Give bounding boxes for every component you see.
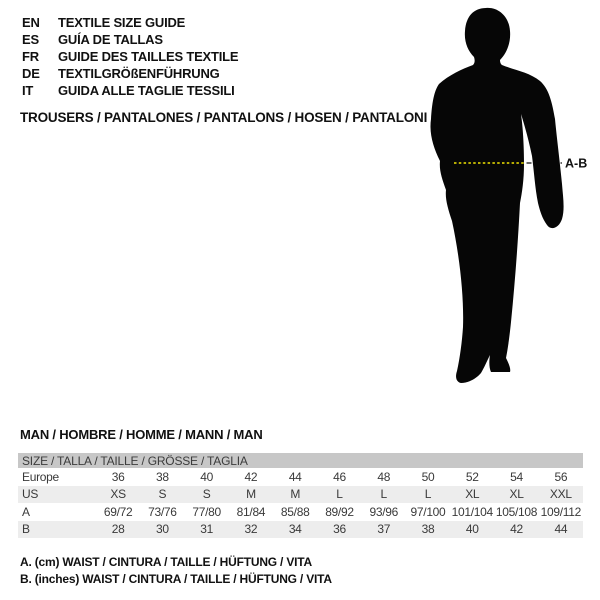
size-cell: 42 — [510, 522, 523, 537]
size-cell: 46 — [333, 469, 346, 484]
size-table-row-a — [18, 503, 583, 521]
lang-row-es — [22, 31, 238, 48]
size-cell: 101/104 — [451, 504, 493, 519]
man-silhouette-path — [430, 8, 563, 383]
size-cell: 44 — [554, 522, 568, 537]
size-cell: 109/112 — [540, 504, 582, 519]
size-cell: 69/72 — [103, 504, 133, 519]
size-row-label: Europe — [22, 469, 59, 484]
size-table-row-us — [18, 486, 583, 504]
size-cell: 37 — [377, 522, 391, 537]
gender-heading: MAN / HOMBRE / HOMME / MANN / MAN — [20, 427, 263, 442]
lang-code: FR — [22, 49, 39, 64]
size-cell: L — [336, 487, 343, 502]
lang-label: TEXTILE SIZE GUIDE — [58, 15, 186, 30]
size-cell: 38 — [156, 469, 169, 484]
lang-row-fr — [22, 48, 238, 65]
size-cell: 81/84 — [236, 504, 266, 519]
size-cell: L — [424, 487, 432, 502]
size-table-header-row — [18, 453, 583, 468]
size-cell: 36 — [111, 469, 125, 484]
size-cell: 73/76 — [148, 504, 177, 519]
lang-row-it — [22, 82, 238, 99]
size-cell: XL — [465, 487, 480, 502]
lang-row-en — [22, 14, 238, 31]
size-cell: 89/92 — [325, 504, 354, 519]
size-cell: 93/96 — [369, 504, 398, 519]
man-silhouette-svg — [400, 0, 600, 400]
size-cell: XXL — [549, 487, 572, 502]
waist-measure-label: A-B — [565, 156, 588, 171]
size-cell: 85/88 — [280, 504, 310, 519]
size-table-header-label: SIZE / TALLA / TAILLE / GRÖSSE / TAGLIA — [22, 453, 248, 468]
size-cell: 105/108 — [495, 504, 538, 519]
size-cell: XS — [110, 487, 126, 502]
size-cell: 56 — [554, 469, 568, 484]
lang-code: IT — [22, 83, 34, 98]
lang-code: DE — [22, 66, 40, 81]
size-cell: 42 — [244, 469, 258, 484]
lang-code: ES — [22, 32, 39, 47]
size-cell: XL — [509, 487, 524, 502]
size-cell: 31 — [200, 522, 214, 537]
size-cell: 40 — [200, 469, 214, 484]
size-table — [18, 453, 583, 538]
size-cell: 38 — [421, 522, 435, 537]
size-row-label: A — [22, 504, 30, 519]
lang-label: GUIDA ALLE TAGLIE TESSILI — [58, 83, 235, 98]
size-cell: 97/100 — [410, 504, 446, 519]
garment-heading: TROUSERS / PANTALONES / PANTALONS / HOSEN / PANTALONI — [20, 110, 428, 125]
size-row-label: US — [22, 487, 39, 502]
size-cell: 36 — [333, 522, 346, 537]
footnotes — [20, 554, 332, 588]
size-cell: 30 — [156, 522, 169, 537]
size-cell: 28 — [111, 522, 125, 537]
size-cell: S — [202, 487, 211, 502]
size-cell: 32 — [244, 522, 258, 537]
footnote-a: A. (cm) WAIST / CINTURA / TAILLE / HÜFTUNG / VITA — [20, 555, 312, 569]
size-table-row-europe — [18, 468, 583, 486]
size-cell: 40 — [465, 522, 479, 537]
size-cell: 50 — [421, 469, 435, 484]
lang-label: TEXTILGRÖßENFÜHRUNG — [58, 66, 220, 81]
size-cell: 44 — [288, 469, 302, 484]
lang-label: GUÍA DE TALLAS — [58, 32, 163, 47]
lang-row-de — [22, 65, 238, 82]
size-cell: M — [290, 487, 301, 502]
lang-label: GUIDE DES TAILLES TEXTILE — [58, 49, 239, 64]
size-cell: 54 — [510, 469, 523, 484]
footnote-b: B. (inches) WAIST / CINTURA / TAILLE / HÜFTUNG / VITA — [20, 572, 332, 586]
size-cell: M — [246, 487, 256, 502]
size-cell: S — [158, 487, 167, 502]
size-cell: 34 — [288, 522, 302, 537]
size-cell: 52 — [465, 469, 479, 484]
man-silhouette-figure — [400, 0, 600, 400]
size-cell: 48 — [377, 469, 391, 484]
size-table-row-b — [18, 521, 583, 539]
size-row-label: B — [22, 522, 30, 537]
size-cell: L — [380, 487, 387, 502]
size-cell: 77/80 — [192, 504, 221, 519]
lang-code: EN — [22, 15, 40, 30]
language-list — [22, 14, 238, 99]
